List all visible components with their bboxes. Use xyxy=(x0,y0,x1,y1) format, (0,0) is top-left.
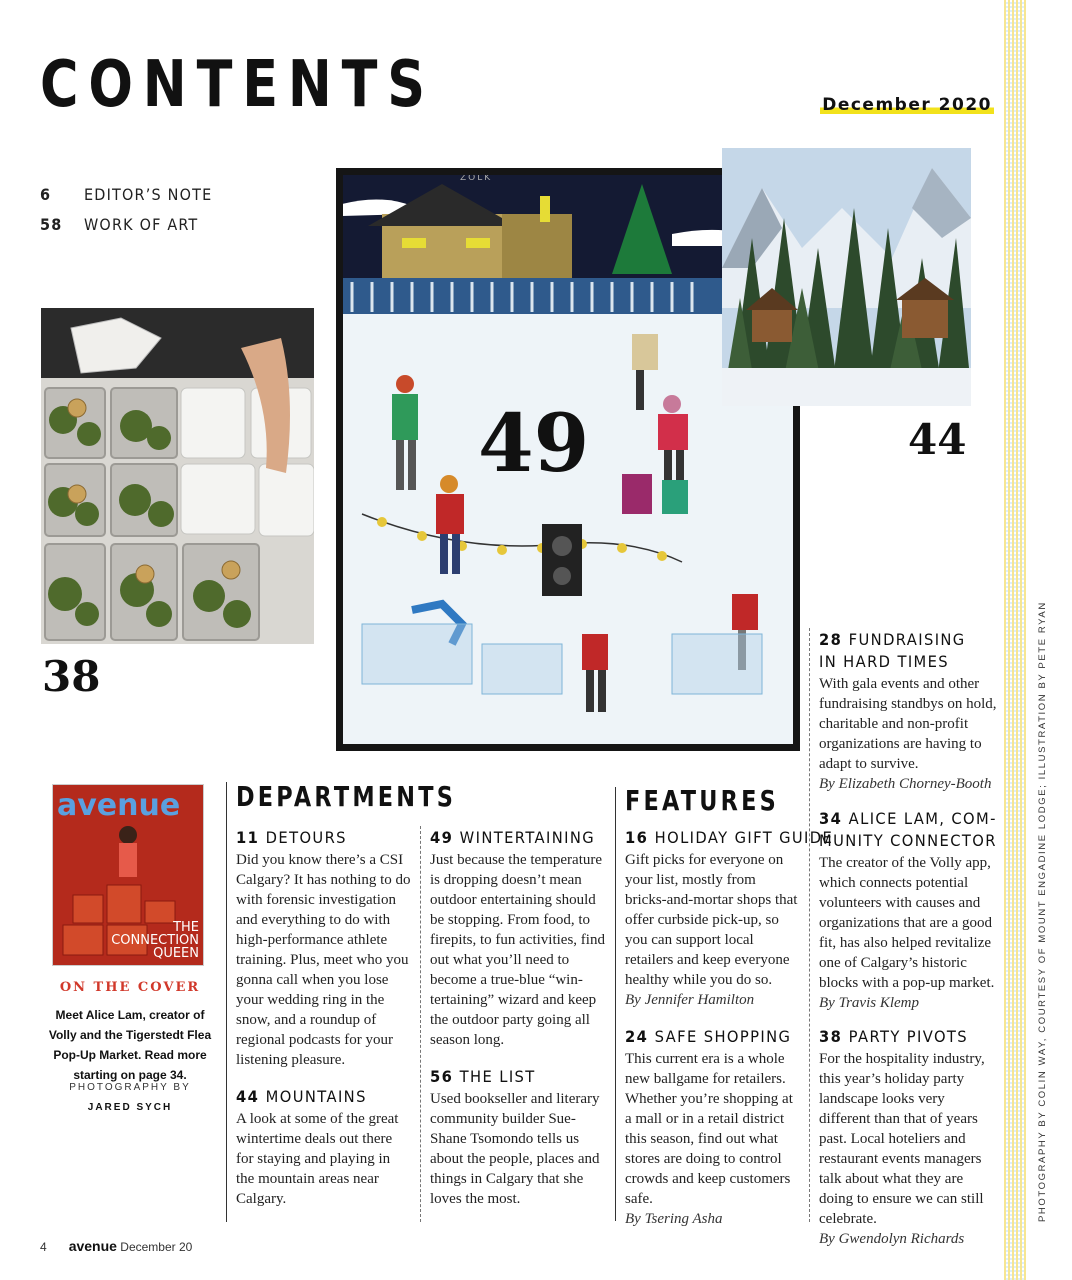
entry-page: 28 xyxy=(819,630,843,649)
cover-masthead: avenue xyxy=(57,788,181,823)
entry-page: 16 xyxy=(625,828,649,847)
cover-label: ON THE COVER xyxy=(59,980,201,995)
features-heading: FEATURES xyxy=(625,784,779,817)
entry-heading xyxy=(819,630,983,650)
footer-issue: December 20 xyxy=(120,1240,193,1254)
mountain-photo[interactable] xyxy=(722,148,971,406)
entry-heading xyxy=(819,1027,983,1047)
mountain-page-number: 44 xyxy=(908,415,967,464)
entry-page: 11 xyxy=(236,828,260,847)
entry-title: HOLIDAY GIFT GUIDE xyxy=(654,828,834,847)
entry-body: This current era is a whole new ballgame for retailers. Whether you’re shopping at a mall or in a retail district this season, find out what stores are doing to control crowds and keep customers safe. xyxy=(625,1051,793,1207)
toc-entry[interactable] xyxy=(236,828,411,1070)
entry-body: Just because the temperature is dropping doesn’t mean outdoor entertaining should be stopping. From food, to firepits, to fun activities, find out what you’ll need to become a true-blue “win-tertaining” wizard and keep the outdoor party going all season long. xyxy=(430,852,605,1048)
magazine-cover-image xyxy=(53,785,203,965)
entry-page: 24 xyxy=(625,1027,649,1046)
toc-entry[interactable] xyxy=(430,1067,605,1209)
entry-page: 34 xyxy=(819,809,843,828)
toc-label: WORK OF ART xyxy=(84,215,199,234)
entry-heading xyxy=(430,828,596,848)
mountain-lodge-image xyxy=(722,148,971,406)
cover-credit-label: PHOTOGRAPHY BY xyxy=(69,1082,191,1093)
cover-credit-name: JARED SYCH xyxy=(87,1102,173,1113)
cover-line-3: QUEEN xyxy=(153,946,199,961)
entry-heading xyxy=(819,809,997,829)
entry-body: For the hospitality industry, this year’s holiday party landscape looks very different than that of years past. Local hoteliers and restaurant events managers talk about what they are doing to ensure we can still celebrate. xyxy=(819,1051,985,1227)
entry-heading-line2: MUNITY CONNECTOR xyxy=(819,831,997,850)
toc-entry[interactable] xyxy=(625,828,834,1010)
food-photo[interactable] xyxy=(41,308,314,644)
entry-title: SAFE SHOPPING xyxy=(654,1027,792,1046)
entry-heading xyxy=(236,1087,397,1107)
issue-date: December 2020 xyxy=(822,95,992,115)
toc-label: EDITOR’S NOTE xyxy=(84,185,213,204)
entry-heading xyxy=(430,1067,591,1087)
entry-title: WINTERTAINING xyxy=(459,828,596,847)
toc-entry[interactable] xyxy=(625,1027,801,1229)
entry-title: PARTY PIVOTS xyxy=(848,1027,969,1046)
entry-title: ALICE LAM, COM- xyxy=(848,809,997,828)
entry-heading xyxy=(236,828,397,848)
entry-body: The creator of the Volly app, which connects potential volunteers with causes and organizations that are a good fit, has also helped revitalize one of Calgary’s historic blocks with a pop-up market. xyxy=(819,855,995,991)
column-rule xyxy=(809,628,810,1222)
entry-byline: By Tsering Asha xyxy=(625,1211,723,1227)
entry-page: 44 xyxy=(236,1087,260,1106)
cover-image[interactable] xyxy=(53,785,203,965)
entry-body: With gala events and other fundraising standbys on hold, charitable and non-profit organizations are having to adapt to survive. xyxy=(819,676,997,772)
entry-page: 38 xyxy=(819,1027,843,1046)
toc-entry[interactable] xyxy=(819,630,997,794)
entry-body: Used bookseller and literary community builder Sue-Shane Tsomondo tells us about the people, places and things in Calgary that she loves the most. xyxy=(430,1091,600,1207)
cover-description: Meet Alice Lam, creator of Volly and the Tigerstedt Flea Pop-Up Market. Read more starting on page 34. xyxy=(48,1008,212,1082)
toc-entry[interactable] xyxy=(819,809,997,1013)
entry-byline: By Elizabeth Chorney-Booth xyxy=(819,776,992,792)
entry-body: A look at some of the great wintertime deals out there for staying and playing in the mountain areas near Calgary. xyxy=(236,1111,399,1207)
entry-title: MOUNTAINS xyxy=(265,1087,367,1106)
entry-body: Gift picks for everyone on your list, mostly from bricks-and-mortar shops that offer curbside pick-up, so you can support local retailers and keep everyone healthy while you do so. xyxy=(625,852,798,988)
page-title: CONTENTS xyxy=(40,48,435,122)
entry-heading-line2: IN HARD TIMES xyxy=(819,652,950,671)
toc-entry[interactable] xyxy=(430,828,605,1050)
column-rule xyxy=(420,826,421,1222)
cover-line-1: THE xyxy=(173,920,199,935)
illustration-page-number: 49 xyxy=(478,396,590,490)
toc-page: 58 xyxy=(40,215,63,234)
toc-item[interactable] xyxy=(40,210,212,240)
print-color-bar xyxy=(1004,0,1026,1280)
entry-byline: By Travis Klemp xyxy=(819,995,919,1011)
toc-item[interactable] xyxy=(40,180,212,210)
entry-page: 56 xyxy=(430,1067,454,1086)
entry-page: 49 xyxy=(430,828,454,847)
entry-byline: By Gwendolyn Richards xyxy=(819,1231,965,1247)
photo-credit: PHOTOGRAPHY BY COLIN WAY, COURTESY OF MOUNT ENGADINE LODGE; ILLUSTRATION BY PETE RYAN xyxy=(1037,601,1048,1222)
cover-line-2: CONNECTION xyxy=(111,933,199,948)
entry-byline: By Jennifer Hamilton xyxy=(625,992,755,1008)
entry-title: DETOURS xyxy=(265,828,347,847)
illustration-sign: ZOLK xyxy=(460,174,493,183)
entry-body: Did you know there’s a CSI Calgary? It has nothing to do with forensic investigation and everything to do with high-performance athlete training. Plus, meet who you gonna call when you lose your wedding ring in the snow, and a roundup of regional podcasts for your listening pleasure. xyxy=(236,852,411,1068)
footer-brand: avenue xyxy=(68,1238,117,1254)
quick-toc xyxy=(40,180,212,240)
page-footer xyxy=(40,1238,192,1254)
toc-entry[interactable] xyxy=(819,1027,997,1249)
food-page-number: 38 xyxy=(42,652,101,701)
entry-title: THE LIST xyxy=(459,1067,536,1086)
column-rule xyxy=(615,787,616,1221)
entry-heading xyxy=(625,828,834,848)
column-rule xyxy=(226,782,227,1222)
entry-title: FUNDRAISING xyxy=(848,630,966,649)
page-number: 4 xyxy=(40,1240,47,1254)
food-containers-image xyxy=(41,308,314,644)
toc-entry[interactable] xyxy=(236,1087,411,1209)
toc-page: 6 xyxy=(40,185,52,204)
entry-heading xyxy=(625,1027,792,1047)
departments-heading: DEPARTMENTS xyxy=(236,780,457,813)
